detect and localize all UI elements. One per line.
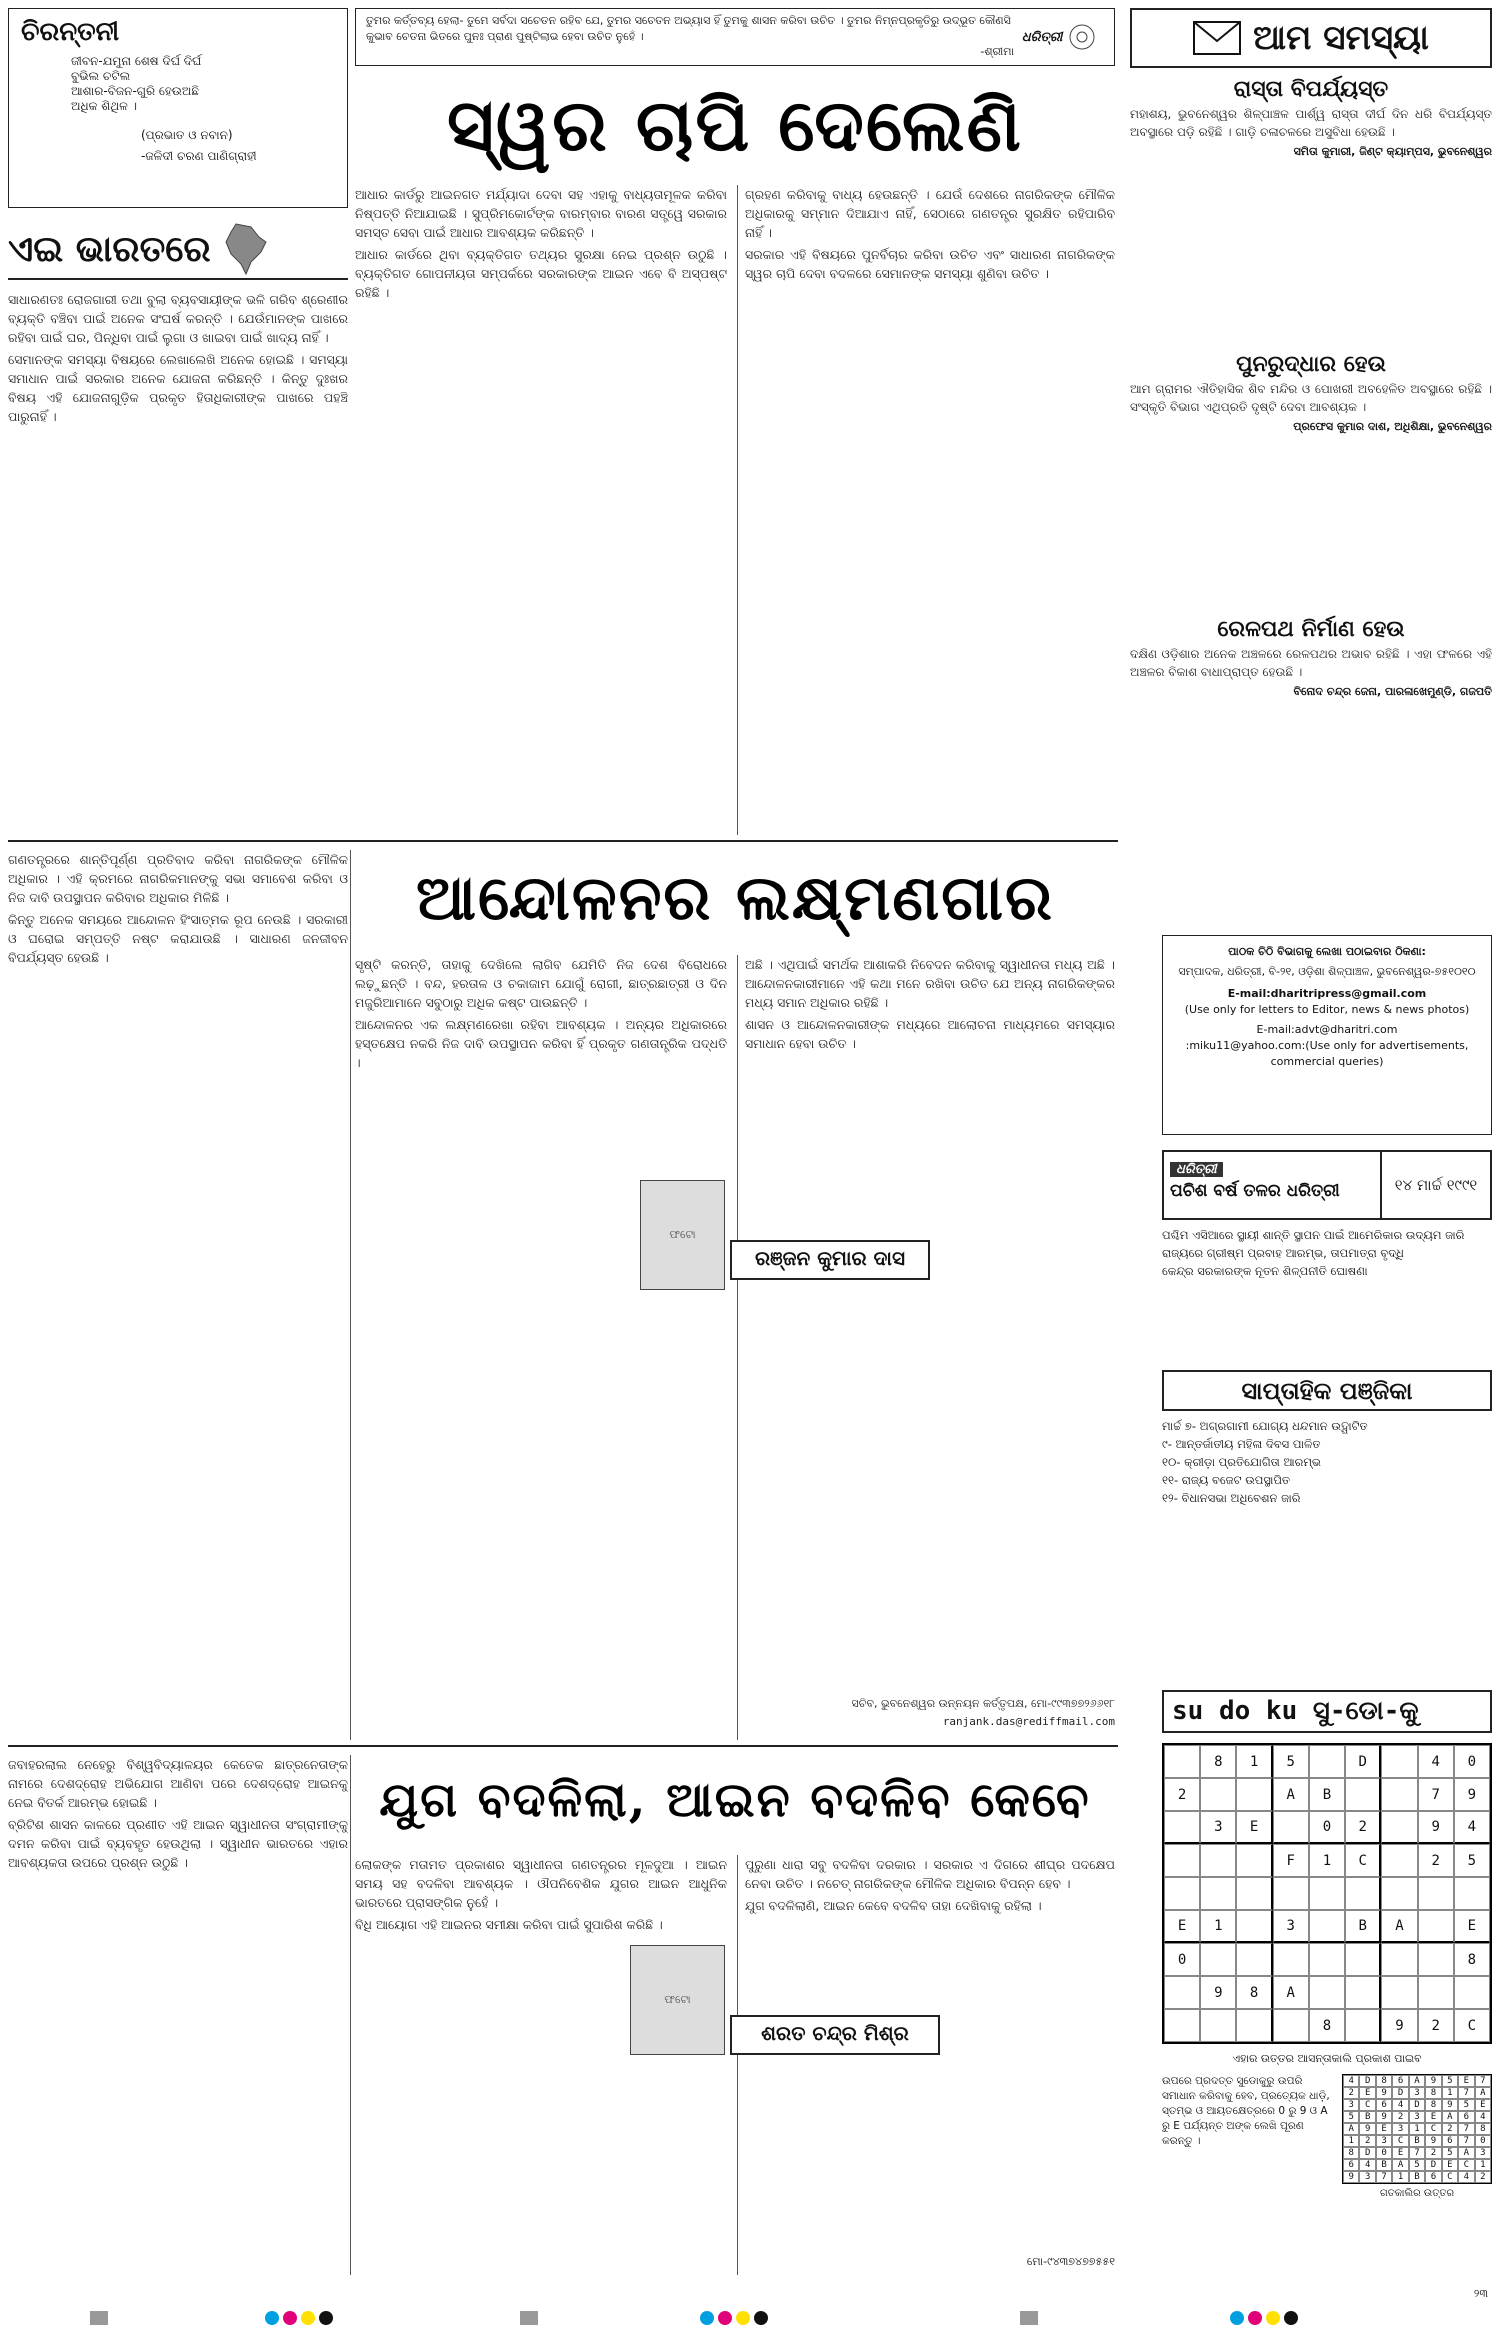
- letter-title: ରାସ୍ତା ବିପର୍ଯ୍ୟସ୍ତ: [1233, 77, 1389, 102]
- poem-source: (ପ୍ରଭାତ ଓ ନବାନ): [141, 128, 233, 142]
- sudoku-cell[interactable]: A: [1273, 1976, 1309, 2009]
- sudoku-cell[interactable]: [1309, 1943, 1345, 1976]
- headline-1: ସ୍ୱର ଚାପି ଦେଲେଣି: [446, 82, 1023, 167]
- sudoku-cell[interactable]: 0: [1309, 1811, 1345, 1844]
- sudoku-cell[interactable]: [1200, 1778, 1236, 1811]
- sudoku-cell[interactable]: 8: [1309, 2009, 1345, 2042]
- sudoku-answer-cell: 5: [1442, 2075, 1458, 2087]
- sudoku-cell[interactable]: 1: [1236, 1745, 1272, 1778]
- sudoku-cell[interactable]: 9: [1454, 1778, 1490, 1811]
- magenta-dot: [283, 2311, 297, 2325]
- article2-paragraph: ଗଣତନ୍ତ୍ରରେ ଶାନ୍ତିପୂର୍ଣ୍ଣ ପ୍ରତିବାଦ କରିବା ନାଗରିକଙ୍କ ମୌଳିକ ଅଧିକାର । ଏହି କ୍ରମରେ ନାଗରିକମାନଙ୍କୁ ସଭା ସମାବେଶ କରିବା ଓ ନିଜ ଦାବି ଉପସ୍ଥାପନ କରିବାର ଅଧିକାର ମିଳିଛି ।: [8, 852, 348, 905]
- author3-contact: ମୋ-୯୪୩୭୪୭୭୫୫୧: [1026, 2255, 1115, 2268]
- article1-paragraph: ଆଧାର କାର୍ଡରୁ ଆଇନଗତ ମର୍ଯ୍ୟାଦା ଦେବା ସହ ଏହାକୁ ବାଧ୍ୟତାମୂଳକ କରିବା ନିଷ୍ପତ୍ତି ନିଆଯାଇଛି । ସୁପ୍ରିମକୋର୍ଟଙ୍କ ବାରମ୍ବାର ବାରଣ ସତ୍ତ୍ୱେ ସରକାର ସମସ୍ତ ସେବା ପାଇଁ ଆଧାର ଆବଶ୍ୟକ କରିଛନ୍ତି ।: [355, 187, 727, 240]
- author2-contact-text: ସଚିବ, ଭୁବନେଶ୍ୱର ଉନ୍ନୟନ କର୍ତ୍ତୃପକ୍ଷ, ମୋ-୯୯୩୭୭୨୬୬୧୮: [851, 1697, 1115, 1710]
- sudoku-answer-cell: 3: [1409, 2111, 1425, 2123]
- sudoku-grid[interactable]: [1162, 1743, 1492, 2044]
- letter-signature: ସମିତା କୁମାରୀ, ଜିଣ୍ଟ କ୍ୟାମ୍ପସ, ଭୁବନେଶ୍ୱର: [1293, 145, 1492, 158]
- sudoku-title: su do ku ସୁ-ଡୋ-କୁ: [1162, 1690, 1492, 1733]
- sudoku-cell[interactable]: 0: [1164, 1943, 1200, 1976]
- letter-signature: ପ୍ରଫେସ କୁମାର ଦାଶ, ଅଧିଶିକ୍ଷା, ଭୁବନେଶ୍ୱର: [1293, 420, 1492, 433]
- sudoku-answer-cell: A: [1392, 2159, 1408, 2171]
- yellow-dot: [301, 2311, 315, 2325]
- sudoku-cell[interactable]: [1164, 1811, 1200, 1844]
- sudoku-answer-cell: 2: [1359, 2135, 1375, 2147]
- sudoku-answer-cell: 8: [1376, 2075, 1392, 2087]
- letters-header-title: ଆମ ସମସ୍ୟା: [1253, 18, 1429, 58]
- sudoku-answer-cell: 7: [1458, 2087, 1474, 2099]
- sudoku-cell[interactable]: 3: [1200, 1811, 1236, 1844]
- letter-3: [1130, 615, 1492, 915]
- sudoku-answer-cell: 3: [1392, 2123, 1408, 2135]
- sudoku-cell[interactable]: A: [1273, 1778, 1309, 1811]
- sudoku-cell[interactable]: [1381, 1943, 1417, 1976]
- headline-2: ଆନ୍ଦୋଳନର ଲକ୍ଷ୍ମଣଗାର: [415, 861, 1055, 934]
- sudoku-answer-cell: 6: [1376, 2099, 1392, 2111]
- top-quote-author: -ଶ୍ରୀମା: [980, 45, 1014, 58]
- sudoku-cell[interactable]: [1381, 1811, 1417, 1844]
- sudoku-answer-grid: [1342, 2074, 1492, 2184]
- article2-column-1: [8, 850, 348, 1740]
- sudoku-answer-cell: 2: [1425, 2147, 1441, 2159]
- contact-intro: ପାଠକ ଚିଠି ବିଭାଗକୁ ଲେଖା ପଠାଇବାର ଠିକଣା:: [1228, 945, 1426, 958]
- sudoku-answer-cell: D: [1392, 2087, 1408, 2099]
- sudoku-answer-cell: E: [1376, 2123, 1392, 2135]
- article1-column-1: [8, 290, 348, 835]
- sudoku-answer-cell: 7: [1458, 2135, 1474, 2147]
- sudoku-answer-cell: B: [1409, 2171, 1425, 2183]
- sudoku-cell[interactable]: [1236, 1877, 1272, 1910]
- sudoku-answer-cell: A: [1409, 2075, 1425, 2087]
- sudoku-cell[interactable]: F: [1273, 1844, 1309, 1877]
- sudoku-answer-cell: 7: [1409, 2147, 1425, 2159]
- author3-byline: ଶରତ ଚନ୍ଦ୍ର ମିଶ୍ର: [730, 2015, 940, 2055]
- sudoku-answer-cell: D: [1409, 2099, 1425, 2111]
- sudoku-answer-cell: 8: [1475, 2123, 1491, 2135]
- sudoku-cell[interactable]: B: [1309, 1778, 1345, 1811]
- sudoku-cell[interactable]: [1345, 1943, 1381, 1976]
- article3-paragraph: ପୁରୁଣା ଧାରା ସବୁ ବଦଳିବା ଦରକାର । ସରକାର ଏ ଦିଗରେ ଶୀଘ୍ର ପଦକ୍ଷେପ ନେବା ଉଚିତ । ନଚେତ୍ ନାଗରିକଙ୍କ ମୌଳିକ ଅଧିକାର ବିପନ୍ନ ହେବ ।: [745, 1857, 1115, 1891]
- contact-email-2[interactable]: E-mail:advt@dharitri.com: [1256, 1023, 1398, 1036]
- article1-paragraph: ସେମାନଙ୍କ ସମସ୍ୟା ବିଷୟରେ ଲେଖାଲେଖି ଅନେକ ହୋଇଛି । ସମସ୍ୟା ସମାଧାନ ପାଇଁ ସରକାର ଅନେକ ଯୋଜନା କରିଛନ୍ତି । କିନ୍ତୁ ଦୁଃଖର ବିଷୟ ଏହି ଯୋଜନାଗୁଡ଼ିକ ପ୍ରକୃତ ହିତାଧିକାରୀଙ୍କ ପାଖରେ ପହଞ୍ଚି ପାରୁନାହିଁ ।: [8, 352, 348, 424]
- sudoku-answer-cell: 4: [1343, 2075, 1359, 2087]
- sudoku-answer-cell: 9: [1376, 2087, 1392, 2099]
- sudoku-cell[interactable]: [1236, 1910, 1272, 1943]
- sudoku-answer-cell: 6: [1392, 2075, 1408, 2087]
- sudoku-answer-cell: 5: [1442, 2147, 1458, 2159]
- sudoku-answer-cell: 1: [1392, 2171, 1408, 2183]
- sudoku-cell[interactable]: [1345, 1778, 1381, 1811]
- archive-brand: ଧରିତ୍ରୀ: [1170, 1162, 1223, 1177]
- sudoku-answer-cell: A: [1343, 2123, 1359, 2135]
- article3-paragraph: ଜବାହରଲାଲ ନେହେରୁ ବିଶ୍ୱବିଦ୍ୟାଳୟର କେତେକ ଛାତ୍ରନେତାଙ୍କ ନାମରେ ଦେଶଦ୍ରୋହ ଅଭିଯୋଗ ଆଣିବା ପରେ ଦେଶଦ୍ରୋହ ଆଇନକୁ ନେଇ ବିତର୍କ ଆରମ୍ଭ ହୋଇଛି ।: [8, 1757, 348, 1810]
- sudoku-cell[interactable]: [1164, 1976, 1200, 2009]
- sudoku-answer-cell: 2: [1343, 2087, 1359, 2099]
- sudoku-cell[interactable]: 4: [1454, 1811, 1490, 1844]
- sudoku-cell[interactable]: [1418, 1877, 1454, 1910]
- top-quote-box: [355, 8, 1115, 66]
- sudoku-answer-cell: 3: [1359, 2171, 1375, 2183]
- author2-photo: [640, 1180, 725, 1290]
- sudoku-answer-cell: 1: [1409, 2123, 1425, 2135]
- top-quote-brand: ଧରିତ୍ରୀ: [1021, 29, 1063, 45]
- sudoku-cell[interactable]: 3: [1273, 1910, 1309, 1943]
- sudoku-cell[interactable]: 2: [1418, 1844, 1454, 1877]
- contact-address: ସମ୍ପାଦକ, ଧରିତ୍ରୀ, ବି-୨୧, ଓଡ଼ିଶା ଶିଳ୍ପାଞ୍ଚଳ, ଭୁବନେଶ୍ୱର-୭୫୧୦୧୦: [1178, 965, 1476, 978]
- sudoku-cell[interactable]: D: [1345, 1745, 1381, 1778]
- india-map-icon: [221, 222, 271, 277]
- sudoku-answer-cell: 5: [1343, 2111, 1359, 2123]
- letter-body: ଦକ୍ଷିଣ ଓଡ଼ିଶାର ଅନେକ ଅଞ୍ଚଳରେ ରେଳପଥର ଅଭାବ ରହିଛି । ଏହା ଫଳରେ ଏହି ଅଞ୍ଚଳର ବିକାଶ ବାଧାପ୍ରାପ୍ତ ହେଉଛି ।: [1130, 647, 1492, 679]
- sudoku-answer-cell: A: [1458, 2147, 1474, 2159]
- archive-title: ପଚିଶ ବର୍ଷ ତଳର ଧରିତ୍ରୀ: [1170, 1181, 1340, 1201]
- sudoku-cell[interactable]: 8: [1236, 1976, 1272, 2009]
- article3-column-1: [8, 1755, 348, 2275]
- sudoku-cell[interactable]: 5: [1273, 1745, 1309, 1778]
- page-number: ୨୩: [1473, 2287, 1488, 2300]
- article3-column-2: [355, 1855, 727, 2275]
- sudoku-answer-cell: 2: [1442, 2123, 1458, 2135]
- sudoku-answer-cell: 7: [1376, 2171, 1392, 2183]
- sudoku-answer-cell: 8: [1343, 2147, 1359, 2159]
- sudoku-cell[interactable]: 7: [1418, 1778, 1454, 1811]
- sudoku-answer-cell: 4: [1359, 2159, 1375, 2171]
- contact-email-1[interactable]: E-mail:dharitripress@gmail.com: [1227, 987, 1427, 1000]
- letters-header: [1130, 8, 1492, 68]
- sudoku-answer-cell: 2: [1475, 2171, 1491, 2183]
- article3-paragraph: ଯୁଗ ବଦଳିଲାଣି, ଆଇନ କେବେ ବଦଳିବ ତାହା ଦେଖିବାକୁ ରହିଲା ।: [745, 1898, 1042, 1913]
- sudoku-answer-cell: B: [1376, 2159, 1392, 2171]
- sudoku-answer-cell: 9: [1343, 2171, 1359, 2183]
- archive-box: [1162, 1150, 1492, 1350]
- sudoku-cell[interactable]: 8: [1454, 1943, 1490, 1976]
- sudoku-cell[interactable]: 1: [1200, 1910, 1236, 1943]
- panjika-box: [1162, 1370, 1492, 1670]
- sudoku-prev-label: ଗତକାଲିର ଉତ୍ତର: [1379, 2188, 1455, 2199]
- sudoku-cell[interactable]: [1273, 1877, 1309, 1910]
- article1-column-3: [745, 185, 1115, 835]
- sudoku-answer-cell: 0: [1376, 2147, 1392, 2159]
- poem-line: ବୁଭିଲ ଚଟିଲ: [71, 69, 131, 83]
- sun-emblem-icon: [1068, 23, 1096, 51]
- archive-item: ପଶ୍ଚିମ ଏସିଆରେ ସ୍ଥାୟୀ ଶାନ୍ତି ସ୍ଥାପନ ପାଇଁ ଆମେରିକାର ଉଦ୍ୟମ ଜାରି: [1162, 1228, 1465, 1242]
- poem-title: ଚିରନ୍ତନୀ: [21, 17, 120, 47]
- sudoku-cell[interactable]: 4: [1418, 1745, 1454, 1778]
- panjika-title: ସାପ୍ତାହିକ ପଞ୍ଜିକା: [1162, 1370, 1492, 1411]
- sudoku-cell[interactable]: [1164, 1844, 1200, 1877]
- black-dot: [319, 2311, 333, 2325]
- sudoku-answer-cell: B: [1359, 2111, 1375, 2123]
- sudoku-cell[interactable]: [1345, 1877, 1381, 1910]
- sudoku-cell[interactable]: C: [1454, 2009, 1490, 2042]
- sudoku-cell[interactable]: 2: [1418, 2009, 1454, 2042]
- sudoku-cell[interactable]: [1273, 2009, 1309, 2042]
- article2-paragraph: ସୃଷ୍ଟି କରନ୍ତି, ତାହାକୁ ଦେଖିଲେ ଲାଗିବ ଯେମିତି ନିଜ ଦେଶ ବିରୋଧରେ ଲଢ଼ୁଛନ୍ତି । ବନ୍ଦ, ହରତାଳ ଓ ଚକାଜାମ ଯୋଗୁଁ ରୋଗୀ, ଛାତ୍ରଛାତ୍ରୀ ଓ ଦିନ ମଜୁରିଆମାନେ ସବୁଠାରୁ ଅଧିକ କଷ୍ଟ ପାଉଛନ୍ତି ।: [355, 957, 727, 1010]
- panjika-item: ୧୦- କ୍ରୀଡ଼ା ପ୍ରତିଯୋଗିତା ଆରମ୍ଭ: [1162, 1455, 1321, 1469]
- article2-paragraph: ଆନ୍ଦୋଳନର ଏକ ଲକ୍ଷ୍ମଣରେଖା ରହିବା ଆବଶ୍ୟକ । ଅନ୍ୟର ଅଧିକାରରେ ହସ୍ତକ୍ଷେପ ନକରି ନିଜ ଦାବି ଉପସ୍ଥାପନ କରିବା ହିଁ ପ୍ରକୃତ ଗଣତାନ୍ତ୍ରିକ ପଦ୍ଧତି ।: [355, 1017, 727, 1070]
- sudoku-cell[interactable]: 0: [1454, 1745, 1490, 1778]
- letter-signature: ବିନୋଦ ଚନ୍ଦ୍ର ଜେନା, ପାରଳାଖେମୁଣ୍ଡି, ଗଜପତି: [1293, 685, 1492, 698]
- article3-paragraph: ବ୍ରିଟିଶ ଶାସନ କାଳରେ ପ୍ରଣୀତ ଏହି ଆଇନ ସ୍ୱାଧୀନତା ସଂଗ୍ରାମୀଙ୍କୁ ଦମନ କରିବା ପାଇଁ ବ୍ୟବହୃତ ହେଉଥିଲା । ସ୍ୱାଧୀନ ଭାରତରେ ଏହାର ଆବଶ୍ୟକତା ଉପରେ ପ୍ରଶ୍ନ ଉଠୁଛି ।: [8, 1817, 348, 1870]
- section-label-text: ଏଇ ଭାରତରେ: [8, 227, 211, 270]
- sudoku-answer-cell: 1: [1442, 2087, 1458, 2099]
- section-label: [8, 220, 348, 280]
- sudoku-cell[interactable]: [1418, 1976, 1454, 2009]
- article2-paragraph: କିନ୍ତୁ ଅନେକ ସମୟରେ ଆନ୍ଦୋଳନ ହିଂସାତ୍ମକ ରୂପ ନେଉଛି । ସରକାରୀ ଓ ଘରୋଇ ସମ୍ପତ୍ତି ନଷ୍ଟ କରାଯାଉଛି । ସାଧାରଣ ଜନଜୀବନ ବିପର୍ଯ୍ୟସ୍ତ ହେଉଛି ।: [8, 912, 348, 965]
- sudoku-answer-cell: 9: [1425, 2075, 1441, 2087]
- sudoku-answer-cell: 2: [1392, 2111, 1408, 2123]
- sudoku-answer-cell: 1: [1475, 2159, 1491, 2171]
- sudoku-answer-cell: 6: [1458, 2111, 1474, 2123]
- article2-column-2: [355, 955, 727, 1740]
- archive-item: ରାଜ୍ୟରେ ଗ୍ରୀଷ୍ମ ପ୍ରବାହ ଆରମ୍ଭ, ତାପମାତ୍ରା ବୃଦ୍ଧି: [1162, 1246, 1404, 1260]
- author3-photo: [630, 1945, 725, 2055]
- sudoku-cell[interactable]: [1418, 1910, 1454, 1943]
- sudoku-answer-cell: C: [1359, 2099, 1375, 2111]
- poem-line: ଅଧିକ ଶିଥିଳ ।: [71, 99, 138, 113]
- sudoku-answer-cell: 5: [1409, 2159, 1425, 2171]
- letter-title: ରେଳପଥ ନିର୍ମାଣ ହେଉ: [1217, 617, 1405, 642]
- author2-email: ranjank.das@rediffmail.com: [942, 1715, 1115, 1728]
- contact-email-3[interactable]: :miku11@yahoo.com:(Use only for advertisements, commercial queries): [1185, 1039, 1469, 1068]
- sudoku-cell[interactable]: E: [1164, 1910, 1200, 1943]
- panjika-item: ୧୨- ବିଧାନସଭା ଅଧିବେଶନ ଜାରି: [1162, 1491, 1301, 1505]
- poem-line: ଆଶାର-ବିଜନ-ଗୁରି ହେଉଅଛି: [71, 84, 199, 98]
- sudoku-answer-cell: C: [1425, 2123, 1441, 2135]
- sudoku-answer-cell: A: [1475, 2087, 1491, 2099]
- sudoku-answer-cell: 5: [1458, 2099, 1474, 2111]
- sudoku-answer-cell: B: [1409, 2135, 1425, 2147]
- color-registration-mark: [1230, 2311, 1298, 2325]
- article2-column-3: [745, 955, 1115, 1245]
- contact-box: [1162, 935, 1492, 1135]
- sudoku-answer-cell: 4: [1475, 2111, 1491, 2123]
- sudoku-cell[interactable]: [1309, 1745, 1345, 1778]
- sudoku-cell[interactable]: 8: [1200, 1745, 1236, 1778]
- sudoku-cell[interactable]: [1164, 1877, 1200, 1910]
- sudoku-answer-cell: D: [1425, 2159, 1441, 2171]
- sudoku-cell[interactable]: [1345, 1976, 1381, 2009]
- sudoku-cell[interactable]: [1381, 1745, 1417, 1778]
- sudoku-cell[interactable]: [1309, 1877, 1345, 1910]
- sudoku-answer-cell: 9: [1442, 2099, 1458, 2111]
- sudoku-answer-cell: E: [1475, 2099, 1491, 2111]
- sudoku-answer-cell: 9: [1425, 2135, 1441, 2147]
- sudoku-answer-cell: 9: [1376, 2111, 1392, 2123]
- color-registration-mark: [700, 2311, 768, 2325]
- cyan-dot: [265, 2311, 279, 2325]
- sudoku-cell[interactable]: E: [1236, 1811, 1272, 1844]
- sudoku-cell[interactable]: [1200, 1877, 1236, 1910]
- sudoku-cell[interactable]: [1200, 2009, 1236, 2042]
- sudoku-answer-cell: 9: [1359, 2123, 1375, 2135]
- letter-title: ପୁନରୁଦ୍ଧାର ହେଉ: [1236, 352, 1386, 377]
- panjika-item: ୯- ଆନ୍ତର୍ଜାତୀୟ ମହିଳା ଦିବସ ପାଳିତ: [1162, 1437, 1321, 1451]
- sudoku-answer-cell: 1: [1343, 2135, 1359, 2147]
- sudoku-answer-cell: 8: [1425, 2099, 1441, 2111]
- article1-paragraph: ଆଧାର କାର୍ଡରେ ଥିବା ବ୍ୟକ୍ତିଗତ ତଥ୍ୟର ସୁରକ୍ଷା ନେଇ ପ୍ରଶ୍ନ ଉଠୁଛି । ବ୍ୟକ୍ତିଗତ ଗୋପନୀୟତା ସମ୍ପର୍କରେ ସରକାରଙ୍କ ଆଇନ ଏବେ ବି ଅସ୍ପଷ୍ଟ ରହିଛି ।: [355, 247, 727, 300]
- article2-paragraph: ଶାସନ ଓ ଆନ୍ଦୋଳନକାରୀଙ୍କ ମଧ୍ୟରେ ଆଲୋଚନା ମାଧ୍ୟମରେ ସମସ୍ୟାର ସମାଧାନ ହେବା ଉଚିତ ।: [745, 1017, 1115, 1051]
- panjika-item: ମାର୍ଚ୍ଚ ୭- ଅଗ୍ରଗାମୀ ଯୋଗ୍ୟ ଧନ୍ଦମାନ ଉଦ୍ଘାଟିତ: [1162, 1419, 1368, 1433]
- sudoku-cell[interactable]: [1164, 1745, 1200, 1778]
- sudoku-answer-cell: 4: [1392, 2099, 1408, 2111]
- article3-column-3: [745, 1855, 1115, 2255]
- letter-body: ମହାଶୟ, ଭୁବନେଶ୍ୱର ଶିଳ୍ପାଞ୍ଚଳ ପାର୍ଶ୍ୱ ରାସ୍ତା ଦୀର୍ଘ ଦିନ ଧରି ବିପର୍ଯ୍ୟସ୍ତ ଅବସ୍ଥାରେ ପଡ଼ି ରହିଛି । ଗାଡ଼ି ଚଳାଚଳରେ ଅସୁବିଧା ହେଉଛି ।: [1130, 107, 1492, 139]
- sudoku-cell[interactable]: [1381, 1877, 1417, 1910]
- article1-column-2: [355, 185, 727, 835]
- sudoku-answer-cell: D: [1359, 2075, 1375, 2087]
- article1-paragraph: ସାଧାରଣତଃ ରୋଜଗାରୀ ତଥା ବୁଲା ବ୍ୟବସାୟୀଙ୍କ ଭଳି ଗରିବ ଶ୍ରେଣୀର ବ୍ୟକ୍ତି ବଞ୍ଚିବା ପାଇଁ ଅନେକ ସଂଘର୍ଷ କରନ୍ତି । ଯେଉଁମାନଙ୍କ ପାଖରେ ରହିବା ପାଇଁ ଘର, ପିନ୍ଧିବା ପାଇଁ ଲୁଗା ଓ ଖାଇବା ପାଇଁ ଖାଦ୍ୟ ନାହିଁ ।: [8, 292, 348, 345]
- sudoku-cell[interactable]: [1200, 1844, 1236, 1877]
- sudoku-cell[interactable]: E: [1454, 1910, 1490, 1943]
- sudoku-cell[interactable]: 1: [1309, 1844, 1345, 1877]
- letter-body: ଆମ ଗ୍ରାମର ଐତିହାସିକ ଶିବ ମନ୍ଦିର ଓ ପୋଖରୀ ଅବହେଳିତ ଅବସ୍ଥାରେ ରହିଛି । ସଂସ୍କୃତି ବିଭାଗ ଏଥିପ୍ରତି ଦୃଷ୍ଟି ଦେବା ଆବଶ୍ୟକ ।: [1130, 382, 1492, 414]
- sudoku-answer-cell: 3: [1409, 2087, 1425, 2099]
- sudoku-cell[interactable]: [1309, 1976, 1345, 2009]
- sudoku-answer-cell: 3: [1475, 2147, 1491, 2159]
- sudoku-answer-cell: 6: [1425, 2171, 1441, 2183]
- letter-1: [1130, 75, 1492, 345]
- sudoku-cell[interactable]: [1381, 1844, 1417, 1877]
- author2-contact: [745, 1695, 1115, 1740]
- sudoku-cell[interactable]: A: [1381, 1910, 1417, 1943]
- sudoku-cell[interactable]: C: [1345, 1844, 1381, 1877]
- sudoku-cell[interactable]: 5: [1454, 1844, 1490, 1877]
- archive-date: ୧୪ ମାର୍ଚ୍ଚ ୧୯୯୧: [1380, 1152, 1490, 1218]
- sudoku-cell[interactable]: [1200, 1943, 1236, 1976]
- color-registration-mark: [265, 2311, 333, 2325]
- sudoku-cell[interactable]: [1236, 1943, 1272, 1976]
- sudoku-answer-cell: E: [1425, 2111, 1441, 2123]
- letter-2: [1130, 350, 1492, 610]
- sudoku-cell[interactable]: [1454, 1877, 1490, 1910]
- sudoku-cell[interactable]: 2: [1345, 1811, 1381, 1844]
- article1-paragraph: ଗ୍ରହଣ କରିବାକୁ ବାଧ୍ୟ ହେଉଛନ୍ତି । ଯେଉଁ ଦେଶରେ ନାଗରିକଙ୍କ ମୌଳିକ ଅଧିକାରକୁ ସମ୍ମାନ ଦିଆଯାଏ ନାହିଁ, ସେଠାରେ ଗଣତନ୍ତ୍ର ସୁରକ୍ଷିତ ରହିପାରିବ ନାହିଁ ।: [745, 187, 1115, 240]
- headline-3: ଯୁଗ ବଦଳିଲା, ଆଇନ ବଦଳିବ କେବେ: [379, 1772, 1091, 1828]
- top-quote-text: ତୁମର କର୍ତ୍ତବ୍ୟ ହେଲା- ତୁମେ ସର୍ବଦା ସଚେତନ ରହିବ ଯେ, ତୁମର ସଚେତନ ଅଭ୍ୟାସ ହିଁ ତୁମକୁ ଶାସନ କରିବା ଉଚିତ । ତୁମର ନିମ୍ନପ୍ରକୃତିରୁ ଉଦ୍ଭୂତ କୌଣସି କୁଭାବ ଚେତନା ଭିତରେ ପୁନଃ ପ୍ରାଣ ପୁଷ୍ଟିଲାଭ ହେବା ଉଚିତ ନୁହେଁ ।: [366, 14, 1011, 43]
- sudoku-cell[interactable]: [1345, 2009, 1381, 2042]
- article2-paragraph: ଅଛି । ଏଥିପାଇଁ ସମର୍ଥକ ଆଶାକରି ନିବେଦନ କରିବାକୁ ସ୍ୱାଧୀନତା ମଧ୍ୟ ଅଛି । ଆନ୍ଦୋଳନକାରୀମାନେ ଏହି କଥା ମନେ ରଖିବା ଉଚିତ ଯେ ଅନ୍ୟ ନାଗରିକଙ୍କର ମଧ୍ୟ ସମାନ ଅଧିକାର ରହିଛି ।: [745, 957, 1115, 1010]
- sudoku-cell[interactable]: [1236, 1844, 1272, 1877]
- sudoku-cell[interactable]: [1418, 1943, 1454, 1976]
- sudoku-answer-cell: C: [1392, 2135, 1408, 2147]
- sudoku-note: ଏହାର ଉତ୍ତର ଆସନ୍ତାକାଲି ପ୍ରକାଶ ପାଇବ: [1232, 2052, 1422, 2065]
- sudoku-answer-cell: C: [1458, 2159, 1474, 2171]
- sudoku-instructions: ଉପରେ ପ୍ରଦତ୍ତ ସୁଡୋକୁରୁ ଉପରି ସମାଧାନ କରିବାକୁ ହେବ, ପ୍ରତ୍ୟେକ ଧାଡ଼ି, ସ୍ତମ୍ଭ ଓ ଆୟତକ୍ଷେତ୍ରରେ 0 ରୁ 9 ଓ A ରୁ E ପର୍ଯ୍ୟନ୍ତ ଅଙ୍କ ଲେଖି ପୂରଣ କରନ୍ତୁ ।: [1162, 2075, 1330, 2147]
- sudoku-answer-cell: E: [1359, 2087, 1375, 2099]
- contact-note-1: (Use only for letters to Editor, news & news photos): [1184, 1003, 1470, 1016]
- sudoku-answer-cell: E: [1442, 2159, 1458, 2171]
- sudoku-cell[interactable]: [1381, 1778, 1417, 1811]
- sudoku-answer-cell: 3: [1376, 2135, 1392, 2147]
- poem-author: -ଜଳିଦୀ ଚରଣ ପାଣିଗ୍ରାହୀ: [141, 149, 257, 163]
- sudoku-cell[interactable]: [1381, 1976, 1417, 2009]
- author2-byline: ରଞ୍ଜନ କୁମାର ଦାସ: [730, 1240, 930, 1280]
- poem-line: ଜୀବନ-ଯମୁନା ଶେଷ ଦିର୍ଘ ଦିର୍ଘ: [71, 54, 202, 68]
- sudoku-answer-cell: 6: [1343, 2159, 1359, 2171]
- sudoku-cell[interactable]: [1309, 1910, 1345, 1943]
- archive-item: କେନ୍ଦ୍ର ସରକାରଙ୍କ ନୂତନ ଶିଳ୍ପନୀତି ଘୋଷଣା: [1162, 1264, 1368, 1278]
- sudoku-answer-cell: 8: [1425, 2087, 1441, 2099]
- article1-paragraph: ସରକାର ଏହି ବିଷୟରେ ପୁନର୍ବିଚାର କରିବା ଉଚିତ ଏବଂ ସାଧାରଣ ନାଗରିକଙ୍କ ସ୍ୱର ଚାପି ଦେବା ବଦଳରେ ସେମାନଙ୍କ ସମସ୍ୟା ଶୁଣିବା ଉଚିତ ।: [745, 247, 1115, 281]
- sudoku-cell[interactable]: 9: [1381, 2009, 1417, 2042]
- sudoku-cell[interactable]: 9: [1418, 1811, 1454, 1844]
- sudoku-answer-cell: 4: [1458, 2171, 1474, 2183]
- sudoku-cell[interactable]: [1454, 1976, 1490, 2009]
- poem-box: [8, 8, 348, 208]
- sudoku-cell[interactable]: [1236, 1778, 1272, 1811]
- sudoku-cell[interactable]: 9: [1200, 1976, 1236, 2009]
- sudoku-answer-cell: A: [1442, 2111, 1458, 2123]
- article3-paragraph: ଲୋକଙ୍କ ମତାମତ ପ୍ରକାଶର ସ୍ୱାଧୀନତା ଗଣତନ୍ତ୍ରର ମୂଳଦୁଆ । ଆଇନ ସମୟ ସହ ବଦଳିବା ଆବଶ୍ୟକ । ଔପନିବେଶିକ ଯୁଗର ଆଇନ ଆଧୁନିକ ଭାରତରେ ପ୍ରାସଙ୍ଗିକ ନୁହେଁ ।: [355, 1857, 727, 1910]
- sudoku-answer-cell: 6: [1442, 2135, 1458, 2147]
- sudoku-answer-cell: C: [1442, 2171, 1458, 2183]
- author3-photo-label: ଫଟୋ: [664, 1993, 691, 2006]
- sudoku-answer-cell: E: [1458, 2075, 1474, 2087]
- sudoku-cell[interactable]: [1273, 1811, 1309, 1844]
- sudoku-answer-cell: 3: [1343, 2099, 1359, 2111]
- author2-photo-label: ଫଟୋ: [669, 1228, 696, 1241]
- sudoku-answer-cell: 7: [1475, 2075, 1491, 2087]
- sudoku-answer-cell: 7: [1458, 2123, 1474, 2135]
- sudoku-cell[interactable]: 2: [1164, 1778, 1200, 1811]
- envelope-icon: [1193, 21, 1241, 55]
- article3-paragraph: ବିଧି ଆୟୋଗ ଏହି ଆଇନର ସମୀକ୍ଷା କରିବା ପାଇଁ ସୁପାରିଶ କରିଛି ।: [355, 1917, 663, 1932]
- sudoku-answer-cell: E: [1392, 2147, 1408, 2159]
- sudoku-answer-cell: D: [1359, 2147, 1375, 2159]
- sudoku-cell[interactable]: [1164, 2009, 1200, 2042]
- sudoku-cell[interactable]: [1273, 1943, 1309, 1976]
- panjika-item: ୧୧- ରାଜ୍ୟ ବଜେଟ ଉପସ୍ଥାପିତ: [1162, 1473, 1291, 1487]
- sudoku-cell[interactable]: B: [1345, 1910, 1381, 1943]
- sudoku-answer-cell: 0: [1475, 2135, 1491, 2147]
- sudoku-cell[interactable]: [1236, 2009, 1272, 2042]
- sudoku-box: [1162, 1690, 1492, 2280]
